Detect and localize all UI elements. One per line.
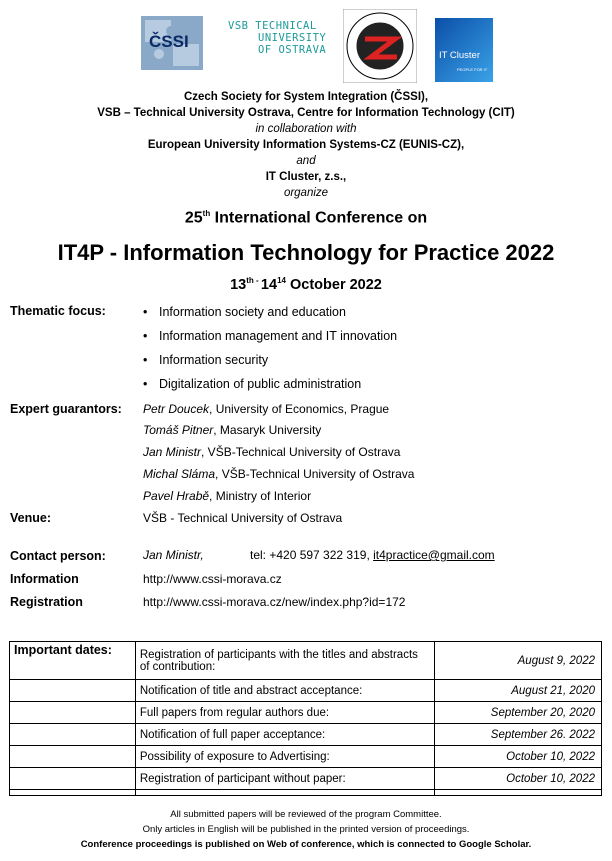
date-desc: Notification of title and abstract acceptance: (135, 680, 434, 702)
thematic-item: • Information security (143, 353, 269, 367)
contact-tel-email (250, 548, 495, 562)
organizer-cssi: Czech Society for System Integration (ČSSI), (183, 91, 429, 103)
vsb-logo-line: VSB TECHNICAL (228, 20, 317, 32)
information-label: Information (10, 572, 79, 586)
conference-edition (0, 209, 612, 227)
guarantors-label: Expert guarantors: (10, 402, 122, 416)
date-day1: 13 (230, 276, 247, 293)
vsb-logo-line: UNIVERSITY (258, 32, 327, 44)
table-row (10, 790, 602, 796)
thematic-item-text: Information security (159, 353, 269, 367)
footer-review-note: All submitted papers will be reviewed of the program Committee. (170, 809, 442, 820)
thematic-item: • Information society and education (143, 305, 346, 319)
date-sup1: th - (246, 276, 261, 285)
important-dates-table (9, 641, 602, 796)
date-desc: Registration of participant without paper: (135, 768, 434, 790)
eunis-seal-icon (343, 9, 417, 83)
date-value: October 10, 2022 (435, 746, 602, 768)
guarantor-org: , Masaryk University (213, 423, 322, 437)
guarantor-item (143, 423, 321, 437)
table-row (10, 702, 602, 724)
empty-cell (10, 680, 136, 702)
thematic-label: Thematic focus: (10, 304, 106, 318)
date-sup2: 14 (277, 276, 286, 285)
guarantor-name: Michal Sláma (143, 467, 216, 481)
guarantor-name: Jan Ministr (143, 445, 202, 459)
guarantor-org: , University of Economics, Prague (209, 402, 390, 416)
table-row (10, 680, 602, 702)
empty-cell (10, 746, 136, 768)
guarantor-org: , VŠB-Technical University of Ostrava (201, 445, 401, 459)
edition-number: 25 (184, 209, 203, 227)
guarantor-item (143, 489, 311, 503)
date-desc: Possibility of exposure to Advertising: (135, 746, 434, 768)
dates-label: Important dates: (10, 642, 136, 680)
date-value: September 26. 2022 (435, 724, 602, 746)
footer-proceedings-note: Conference proceedings is published on Web of conference, which is connected to Google Scholar. (80, 839, 532, 850)
venue-value: VŠB - Technical University of Ostrava (143, 511, 343, 525)
thematic-item: • Digitalization of public administration (143, 377, 362, 391)
conference-dates (0, 276, 612, 293)
cssi-logo-text: ČSSI (149, 32, 189, 51)
guarantor-item (143, 467, 414, 481)
empty-cell (10, 724, 136, 746)
guarantor-name: Tomáš Pitner (143, 423, 214, 437)
empty-cell (10, 790, 136, 796)
guarantor-item (143, 402, 389, 416)
table-row (10, 746, 602, 768)
and-text: and (296, 155, 316, 167)
organize-text: organize (283, 187, 329, 199)
date-desc: Notification of full paper acceptance: (135, 724, 434, 746)
contact-email-link[interactable]: it4practice@gmail.com (373, 548, 495, 562)
venue-label: Venue: (10, 511, 51, 525)
collab-text: in collaboration with (255, 123, 357, 135)
date-rest: October 2022 (285, 276, 382, 293)
guarantor-item (143, 445, 400, 459)
guarantor-org: , VŠB-Technical University of Ostrava (215, 467, 415, 481)
empty-cell (10, 702, 136, 724)
contact-label: Contact person: (10, 549, 106, 563)
date-value: August 9, 2022 (435, 642, 602, 680)
registration-url[interactable]: http://www.cssi-morava.cz/new/index.php?id=172 (143, 595, 406, 609)
information-url[interactable]: http://www.cssi-morava.cz (143, 572, 282, 586)
itcluster-logo-text: IT Cluster (439, 50, 481, 61)
edition-rest: International Conference on (210, 209, 428, 227)
vsb-logo-line: OF OSTRAVA (258, 44, 327, 56)
itcluster-logo (435, 18, 493, 82)
empty-cell (135, 790, 434, 796)
table-row (10, 768, 602, 790)
edition-suffix: th (202, 209, 211, 218)
eunis-logo (343, 9, 417, 83)
guarantor-name: Pavel Hrabě (143, 489, 210, 503)
date-desc: Registration of participants with the titles and abstracts of contribution: (135, 642, 434, 680)
guarantor-name: Petr Doucek (143, 402, 210, 416)
date-value: October 10, 2022 (435, 768, 602, 790)
organizer-eunis: European University Information Systems-CZ (EUNIS-CZ), (147, 139, 465, 151)
table-row (10, 724, 602, 746)
cssi-logo (139, 14, 205, 72)
thematic-item-text: Information management and IT innovation (159, 329, 398, 343)
organizer-itcluster: IT Cluster, z.s., (265, 171, 347, 183)
thematic-item-text: Digitalization of public administration (159, 377, 362, 391)
date-day2: 14 (260, 276, 278, 293)
vsb-logo (228, 20, 338, 56)
thematic-item: • Information management and IT innovation (143, 329, 398, 343)
date-value: August 21, 2020 (435, 680, 602, 702)
footer-language-note: Only articles in English will be published in the printed version of proceedings. (142, 824, 470, 835)
contact-tel: tel: +420 597 322 319, (250, 548, 374, 562)
itcluster-logo-tag: PEOPLE FOR IT (457, 67, 488, 72)
table-row (10, 642, 602, 680)
empty-cell (435, 790, 602, 796)
date-desc: Full papers from regular authors due: (135, 702, 434, 724)
guarantor-org: , Ministry of Interior (209, 489, 312, 503)
date-value: September 20, 2020 (435, 702, 602, 724)
organizer-vsb: VSB – Technical University Ostrava, Centre for Information Technology (CIT) (97, 107, 515, 119)
conference-title: IT4P - Information Technology for Practice 2022 (57, 240, 555, 265)
empty-cell (10, 768, 136, 790)
contact-name: Jan Ministr, (143, 548, 204, 562)
registration-label: Registration (10, 595, 83, 609)
thematic-item-text: Information society and education (159, 305, 346, 319)
